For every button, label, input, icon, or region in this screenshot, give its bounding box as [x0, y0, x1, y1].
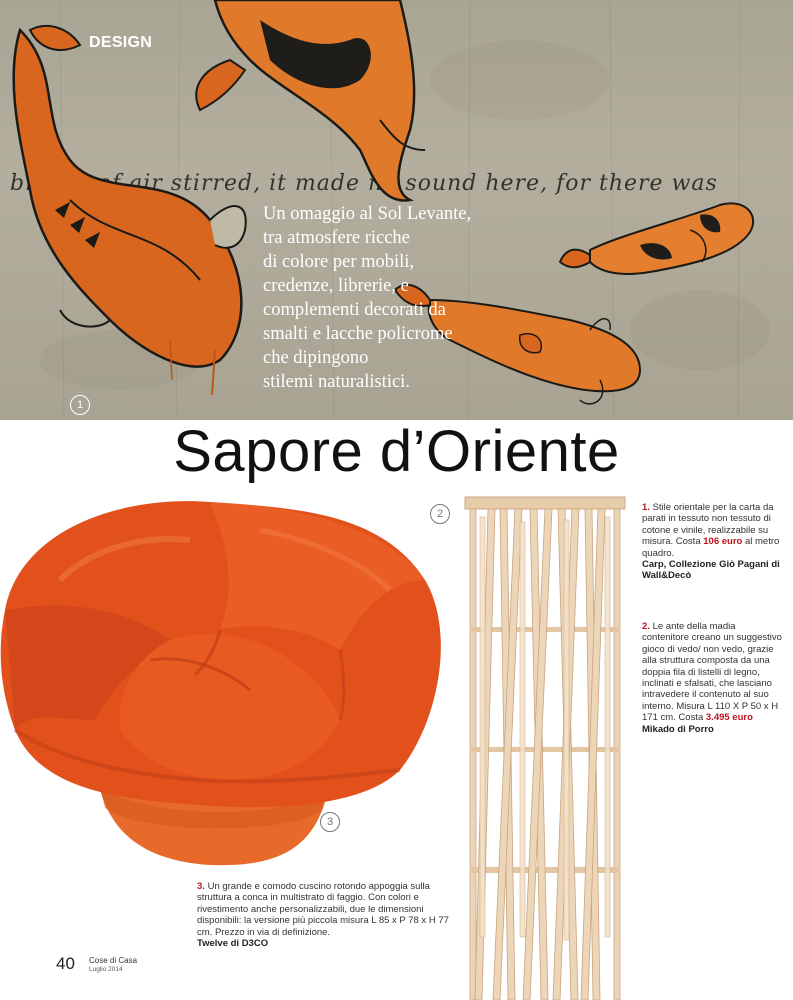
page-title: Sapore d’Oriente — [173, 419, 620, 484]
caption-number: 3 — [197, 881, 203, 892]
intro-line: stilemi naturalistici. — [263, 372, 410, 392]
caption-brand: Carp, Collezione Giò Pagani di Wall&Decò — [642, 559, 780, 582]
mikado-cabinet-image — [460, 492, 630, 1000]
page-number: 40 — [56, 954, 75, 973]
intro-line: tra atmosfere ricche — [263, 228, 410, 248]
section-tag: DESIGN — [89, 34, 153, 51]
intro-line: Un omaggio al Sol Levante, — [263, 204, 472, 224]
caption-item-2: 2. Le ante della madia contenitore creano un suggestivo gioco di vedo/ non vedo, grazie alla struttura composta da una doppia fila di listelli di legno, inclinati e sfalsati, che lasciano intravedere il contenuto al suo interno. Misura L 110 X P 50 x H 171 cm. Costa 3.495 euro Mikado di Porro — [642, 621, 782, 735]
caption-text: Un grande e comodo cuscino rotondo appoggia sulla struttura a conca in multistrato di faggio. Con colori e rivestimento anche personalizzabili, due le dimensioni disponibili: la versione più piccola misura L 85 x P 78 x H 77 cm. Prezzo in via di definizione. — [197, 881, 449, 938]
image-number-2: 2 — [430, 504, 450, 524]
caption-brand: Twelve di D3CO — [197, 938, 269, 950]
hero-wallpaper-image — [0, 0, 793, 420]
issue-date: Luglio 2014 — [89, 966, 123, 973]
koi-fish-right — [560, 203, 753, 274]
intro-line: credenze, librerie, e — [263, 276, 409, 296]
image-number-3: 3 — [320, 812, 340, 832]
magazine-name: Cose di Casa — [89, 956, 138, 965]
caption-number: 1 — [642, 502, 648, 513]
caption-text: Le ante della madia contenitore creano un suggestivo gioco di vedo/ non vedo, grazie alla struttura composta da una doppia fila di listelli di legno, inclinati e sfalsati, che lasciano intravedere il contenuto al suo interno. Misura L 110 X P 50 x H 171 cm. Costa — [642, 621, 782, 724]
caption-price: 3.495 euro — [705, 712, 753, 724]
intro-line: che dipingono — [263, 348, 369, 368]
caption-brand: Mikado di Porro — [642, 723, 714, 735]
handwriting-text: breath of air stirred, it made no sound here, for there was — [10, 171, 718, 196]
intro-line: di colore per mobili, — [263, 252, 415, 272]
caption-item-1: 1. Stile orientale per la carta da parati in tessuto non tessuto di cotone e vinile, realizzabile su misura. Costa 106 euro al metro quadro. Carp, Collezione Giò Pagani di Wall&Decò — [642, 502, 782, 582]
pouf-armchair-image — [0, 490, 445, 875]
image-number-1: 1 — [70, 395, 90, 415]
caption-price: 106 euro — [703, 536, 743, 548]
intro-line: smalti e lacche policrome — [263, 324, 453, 344]
hero-intro-text — [263, 202, 523, 394]
intro-line: complementi decorati da — [263, 300, 446, 320]
caption-number: 2 — [642, 621, 648, 632]
caption-text: Stile orientale per la carta da parati in tessuto non tessuto di cotone e vinile, realizzabile su misura. Costa — [642, 502, 774, 548]
caption-text-after: al metro quadro. — [642, 536, 780, 559]
caption-item-3: 3. Un grande e comodo cuscino rotondo appoggia sulla struttura a conca in multistrato di faggio. Con colori e rivestimento anche personalizzabili, due le dimensioni disponibili: la versione più piccola misura L 85 x P 78 x H 77 cm. Prezzo in via di definizione. Twelve di D3CO — [197, 881, 457, 949]
